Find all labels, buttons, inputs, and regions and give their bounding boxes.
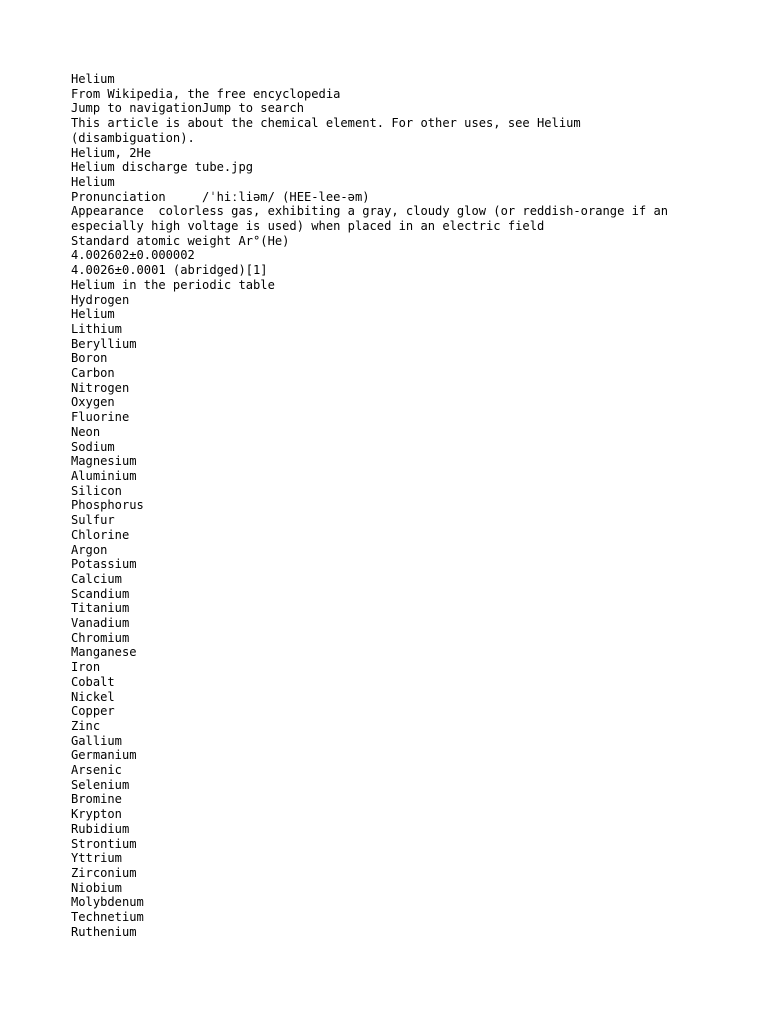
element-link[interactable]: Beryllium — [71, 336, 137, 351]
element-link[interactable]: Selenium — [71, 777, 130, 792]
element-link[interactable]: Aluminium — [71, 468, 137, 483]
element-link[interactable]: Yttrium — [71, 851, 122, 866]
infobox-appearance: Appearance colorless gas, exhibiting a gray, cloudy glow (or reddish-orange if an especially high voltage is used) when placed in an electric field — [71, 204, 676, 234]
element-link[interactable]: Chlorine — [71, 527, 130, 542]
element-link[interactable]: Zirconium — [71, 865, 137, 880]
article-page — [71, 72, 711, 939]
element-link[interactable]: Germanium — [71, 748, 137, 763]
element-link[interactable]: Argon — [71, 542, 108, 557]
element-link[interactable]: Potassium — [71, 557, 137, 572]
element-link[interactable]: Neon — [71, 424, 101, 439]
element-link[interactable]: Nickel — [71, 689, 115, 704]
element-link[interactable]: Boron — [71, 351, 108, 366]
infobox-pronunciation: Pronunciation /ˈhiːliəm/ (HEE-lee-əm) — [71, 189, 370, 204]
element-link[interactable]: Arsenic — [71, 763, 122, 778]
element-link[interactable]: Titanium — [71, 601, 130, 616]
infobox-atomic-weight-value: 4.002602±0.000002 — [71, 248, 195, 263]
element-link[interactable]: Lithium — [71, 321, 122, 336]
element-link[interactable]: Nitrogen — [71, 380, 130, 395]
infobox-image-caption[interactable]: Helium discharge tube.jpg — [71, 160, 254, 175]
element-link[interactable]: Sodium — [71, 439, 115, 454]
element-link[interactable]: Fluorine — [71, 410, 130, 425]
element-link[interactable]: Molybdenum — [71, 895, 144, 910]
element-link[interactable]: Rubidium — [71, 821, 130, 836]
element-link[interactable]: Calcium — [71, 571, 122, 586]
tagline: From Wikipedia, the free encyclopedia — [71, 86, 341, 101]
infobox-atomic-weight-label: Standard atomic weight Ar°(He) — [71, 233, 290, 248]
jump-links[interactable]: Jump to navigationJump to search — [71, 101, 304, 116]
infobox-atomic-weight-abridged: 4.0026±0.0001 (abridged)[1] — [71, 263, 268, 278]
element-link[interactable]: Zinc — [71, 718, 101, 733]
page-title: Helium — [71, 72, 115, 86]
element-link[interactable]: Technetium — [71, 910, 144, 925]
element-link[interactable]: Vanadium — [71, 616, 130, 631]
infobox-heading: Helium, 2He — [71, 145, 152, 160]
element-list — [71, 293, 711, 940]
element-link[interactable]: Krypton — [71, 807, 122, 822]
element-link[interactable]: Phosphorus — [71, 498, 144, 513]
element-link[interactable]: Iron — [71, 660, 101, 675]
element-link[interactable]: Niobium — [71, 880, 122, 895]
element-link[interactable]: Cobalt — [71, 674, 115, 689]
element-link[interactable]: Copper — [71, 704, 115, 719]
periodic-table-heading: Helium in the periodic table — [71, 277, 275, 292]
element-link[interactable]: Manganese — [71, 645, 137, 660]
element-link[interactable]: Silicon — [71, 483, 122, 498]
element-link[interactable]: Gallium — [71, 733, 122, 748]
element-link[interactable]: Helium — [71, 307, 115, 322]
element-link[interactable]: Bromine — [71, 792, 122, 807]
element-link[interactable]: Chromium — [71, 630, 130, 645]
element-link[interactable]: Ruthenium — [71, 924, 137, 939]
element-link[interactable]: Carbon — [71, 366, 115, 381]
element-link[interactable]: Strontium — [71, 836, 137, 851]
element-link[interactable]: Hydrogen — [71, 292, 130, 307]
element-link[interactable]: Oxygen — [71, 395, 115, 410]
hatnote: This article is about the chemical element. For other uses, see Helium (disambiguation). — [71, 116, 588, 145]
element-link[interactable]: Sulfur — [71, 513, 115, 528]
infobox-element-name: Helium — [71, 174, 115, 189]
element-link[interactable]: Magnesium — [71, 454, 137, 469]
element-link[interactable]: Scandium — [71, 586, 130, 601]
